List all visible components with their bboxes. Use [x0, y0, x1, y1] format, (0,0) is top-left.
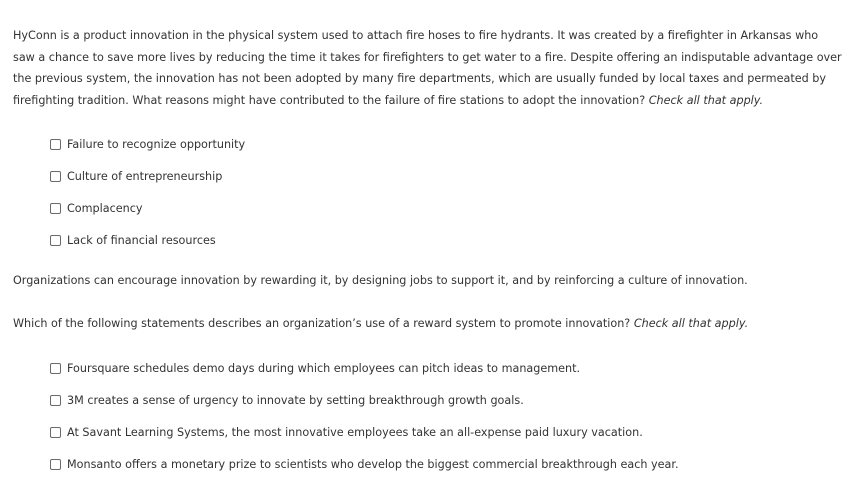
question-1-instruction: Check all that apply.	[648, 93, 764, 107]
option-label: Foursquare schedules demo days during which employees can pitch ideas to management.	[67, 361, 581, 375]
checkbox[interactable]	[50, 139, 61, 150]
question-1-body: HyConn is a product innovation in the physical system used to attach fire hoses to fire hydrants. It was created by a firefighter in Arkansas who saw a chance to save more lives by reducing the time it takes for firefighters to get water to a fire. Despite offering an indisputable advantage over the previous system, the innovation has not been adopted by many fire departments, which are usually funded by local taxes and permeated by firefighting tradition. What reasons might have contributed to the failure of fire stations to adopt the innovation?	[13, 29, 842, 107]
question-1-text	[13, 25, 843, 111]
checkbox[interactable]	[50, 203, 61, 214]
question-1-options	[50, 128, 245, 256]
checkbox[interactable]	[50, 235, 61, 246]
option-label: Failure to recognize opportunity	[67, 137, 246, 151]
checkbox[interactable]	[50, 363, 61, 374]
checkbox[interactable]	[50, 171, 61, 182]
question-2-instruction: Check all that apply.	[633, 317, 749, 330]
option-label: At Savant Learning Systems, the most innovative employees take an all-expense paid luxury vacation.	[67, 425, 643, 439]
option-complacency[interactable]	[50, 192, 245, 224]
checkbox[interactable]	[50, 427, 61, 438]
question-2-text	[13, 316, 748, 332]
option-monsanto[interactable]	[50, 448, 679, 480]
option-label: 3M creates a sense of urgency to innovate by setting breakthrough growth goals.	[67, 393, 524, 407]
option-3m[interactable]	[50, 384, 679, 416]
option-culture-of-entrepreneurship[interactable]	[50, 160, 245, 192]
checkbox[interactable]	[50, 395, 61, 406]
option-label: Complacency	[67, 201, 143, 215]
option-lack-of-financial-resources[interactable]	[50, 224, 245, 256]
option-label: Monsanto offers a monetary prize to scientists who develop the biggest commercial breakthrough each year.	[67, 457, 679, 471]
option-failure-to-recognize[interactable]	[50, 128, 245, 160]
option-label: Lack of financial resources	[67, 233, 216, 247]
option-foursquare[interactable]	[50, 352, 679, 384]
info-text: Organizations can encourage innovation by rewarding it, by designing jobs to support it, and by reinforcing a culture of innovation.	[13, 274, 748, 287]
question-2-body: Which of the following statements describes an organization’s use of a reward system to promote innovation?	[13, 317, 631, 330]
question-2-options	[50, 352, 679, 480]
checkbox[interactable]	[50, 459, 61, 470]
option-savant[interactable]	[50, 416, 679, 448]
option-label: Culture of entrepreneurship	[67, 169, 223, 183]
